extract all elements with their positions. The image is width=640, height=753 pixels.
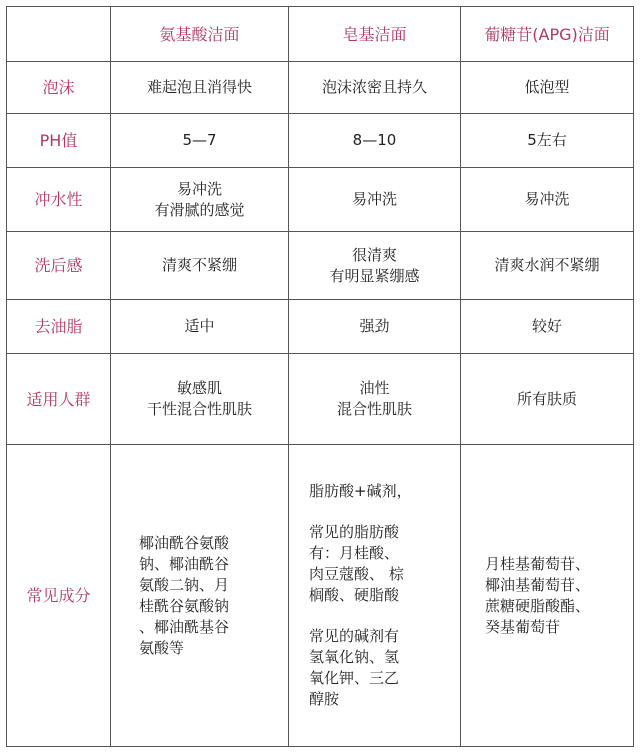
column-header-amino-acid: 氨基酸洁面 [111,7,289,62]
cell-line: 敏感肌 [176,379,222,397]
table-row [7,232,634,300]
cell-line: 钠、椰油酰谷 [139,554,230,573]
cleanser-comparison-table [6,6,634,747]
cell-line: 氨酸二钠、月 [139,575,230,594]
row-label-foam: 泡沫 [7,62,111,114]
table-row [7,354,634,445]
cell-line: 氨酸等 [139,638,185,657]
cell-line: 常见的脂肪酸 [309,523,400,541]
row-label-oil-removal: 去油脂 [7,300,111,354]
cell-line: 桂酰谷氨酸钠 [139,596,230,615]
table-cell [461,114,634,168]
table-cell [111,114,289,168]
column-header-apg: 葡糖苷(APG)洁面 [461,7,634,62]
cell-line: 5左右 [527,131,567,149]
table-cell [461,168,634,232]
cell-line: 氧化钾、三乙 [309,669,400,687]
cell-line: 很清爽 [351,245,397,264]
cell-line: 、椰油酰基谷 [139,617,230,636]
table-cell-soap-ingredients [289,445,461,747]
table-cell [289,300,461,354]
cell-line: 清爽不紧绷 [161,256,237,274]
cell-line: 强劲 [359,317,390,335]
cell-line: 癸基葡萄苷 [485,617,561,636]
table-cell [461,354,634,445]
cell-line: 常见的碱剂有 [309,627,400,645]
cell-line: 有滑腻的感觉 [154,200,245,219]
cell-line: 有：月桂酸、 [309,544,400,562]
cell-line: 椰油酰谷氨酸 [139,533,230,552]
ingredient-paragraph [309,481,454,502]
corner-cell [7,7,111,62]
row-label-ph: PH值 [7,114,111,168]
table-cell [111,168,289,232]
cell-line: 清爽水润不紧绷 [494,256,600,274]
table-cell-apg-ingredients [461,445,634,747]
cell-line: 脂肪酸+碱剂， [309,482,412,500]
table-cell [289,354,461,445]
table-cell [111,232,289,300]
cell-line: 泡沫浓密且持久 [321,78,427,96]
table-cell [111,300,289,354]
table-row [7,114,634,168]
table-cell [461,300,634,354]
cell-line: 难起泡且消得快 [146,78,252,96]
table-cell [289,232,461,300]
ingredient-paragraph [309,626,454,710]
cell-line: 醇胺 [309,690,340,708]
row-label-ingredients: 常见成分 [7,445,111,747]
table-cell [289,168,461,232]
cell-line: 混合性肌肤 [336,400,412,418]
table-cell-amino-ingredients [111,445,289,747]
cell-line: 8—10 [352,131,397,149]
table-row [7,62,634,114]
cell-line: 所有肤质 [516,389,577,408]
cell-line: 干性混合性肌肤 [146,400,252,418]
cell-line: 易冲洗 [524,190,570,208]
row-label-suitable-for: 适用人群 [7,354,111,445]
table-cell [289,62,461,114]
cell-line: 肉豆蔻酸、 棕 [309,565,404,583]
cell-line: 氢氧化钠、氢 [309,648,400,666]
cell-line: 油性 [359,379,390,397]
cell-line: 榈酸、硬脂酸 [309,586,400,604]
cell-line: 较好 [531,317,562,335]
cell-line: 有明显紧绷感 [329,266,420,285]
table-row-ingredients [7,445,634,747]
column-header-soap-based: 皂基洁面 [289,7,461,62]
row-label-rinse: 冲水性 [7,168,111,232]
row-label-after-feel: 洗后感 [7,232,111,300]
table-row [7,300,634,354]
cell-line: 椰油基葡萄苷、 [485,575,591,594]
table-cell [461,62,634,114]
table-cell [111,354,289,445]
cell-line: 低泡型 [524,78,570,96]
cell-line: 蔗糖硬脂酸酯、 [485,596,591,615]
table-row [7,168,634,232]
cell-line: 5—7 [182,131,217,149]
table-cell [461,232,634,300]
comparison-table-container [6,6,633,747]
table-cell [111,62,289,114]
table-cell [289,114,461,168]
header-row [7,7,634,62]
cell-line: 月桂基葡萄苷、 [485,554,591,573]
cell-line: 易冲洗 [176,179,222,198]
ingredient-paragraph [309,522,454,606]
cell-line: 适中 [184,317,215,335]
cell-line: 易冲洗 [351,190,397,208]
